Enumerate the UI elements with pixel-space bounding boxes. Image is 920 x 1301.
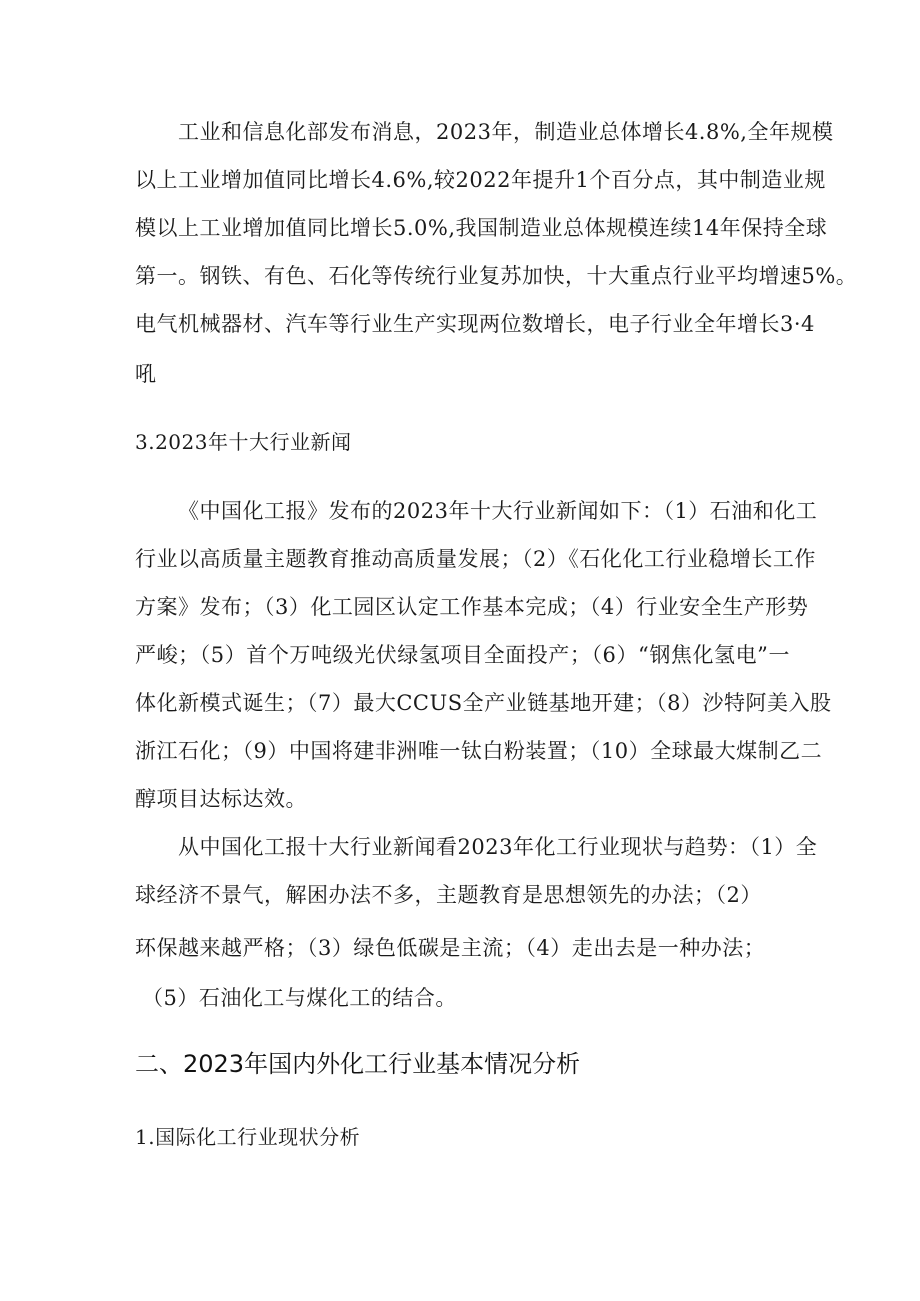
paragraph-2-line-1: 《中国化工报》发布的2023年十大行业新闻如下：（1）石油和化工 xyxy=(178,499,818,523)
paragraph-2-line-3: 方案》发布；（3）化工园区认定工作基本完成；（4）行业安全生产形势 xyxy=(135,595,809,619)
paragraph-1-line-2: 以上工业增加值同比增长4.6%,较2022年提升1个百分点，其中制造业规 xyxy=(135,168,826,192)
paragraph-2-line-7: 醇项目达标达效。 xyxy=(135,787,307,811)
paragraph-3-line-1: 从中国化工报十大行业新闻看2023年化工行业现状与趋势：（1）全 xyxy=(178,835,818,859)
paragraph-2-line-6: 浙江石化；（9）中国将建非洲唯一钛白粉装置；（10）全球最大煤制乙二 xyxy=(135,739,823,763)
paragraph-1-line-5: 电气机械器材、汽车等行业生产实现两位数增长，电子行业全年增长3·4 xyxy=(135,312,815,336)
paragraph-1-line-1: 工业和信息化部发布消息，2023年，制造业总体增长4.8%,全年规模 xyxy=(178,120,834,144)
paragraph-1-line-6: 吼 xyxy=(135,362,157,386)
paragraph-1-line-3: 模以上工业增加值同比增长5.0%,我国制造业总体规模连续14年保持全球 xyxy=(135,216,828,240)
subsection-1-title: 1.国际化工行业现状分析 xyxy=(135,1125,361,1149)
paragraph-3-line-2: 球经济不景气，解困办法不多，主题教育是思想领先的办法；（2） xyxy=(135,883,762,907)
paragraph-2-line-4: 严峻；（5）首个万吨级光伏绿氢项目全面投产；（6）“钢焦化氢电”一 xyxy=(135,643,790,667)
paragraph-3-line-4: （5）石油化工与煤化工的结合。 xyxy=(142,986,457,1010)
paragraph-2-line-5: 体化新模式诞生；（7）最大CCUS全产业链基地开建；（8）沙特阿美入股 xyxy=(135,691,832,715)
paragraph-3-line-3: 环保越来越严格；（3）绿色低碳是主流；（4）走出去是一种办法； xyxy=(135,936,766,960)
paragraph-2-line-2: 行业以高质量主题教育推动高质量发展；（2）《石化化工行业稳增长工作 xyxy=(135,547,816,571)
paragraph-1-line-4: 第一。钢铁、有色、石化等传统行业复苏加快，十大重点行业平均增速5%。 xyxy=(135,264,858,288)
section-3-title: 3.2023年十大行业新闻 xyxy=(135,430,352,454)
section-heading-2: 二、2023年国内外化工行业基本情况分析 xyxy=(135,1050,581,1078)
